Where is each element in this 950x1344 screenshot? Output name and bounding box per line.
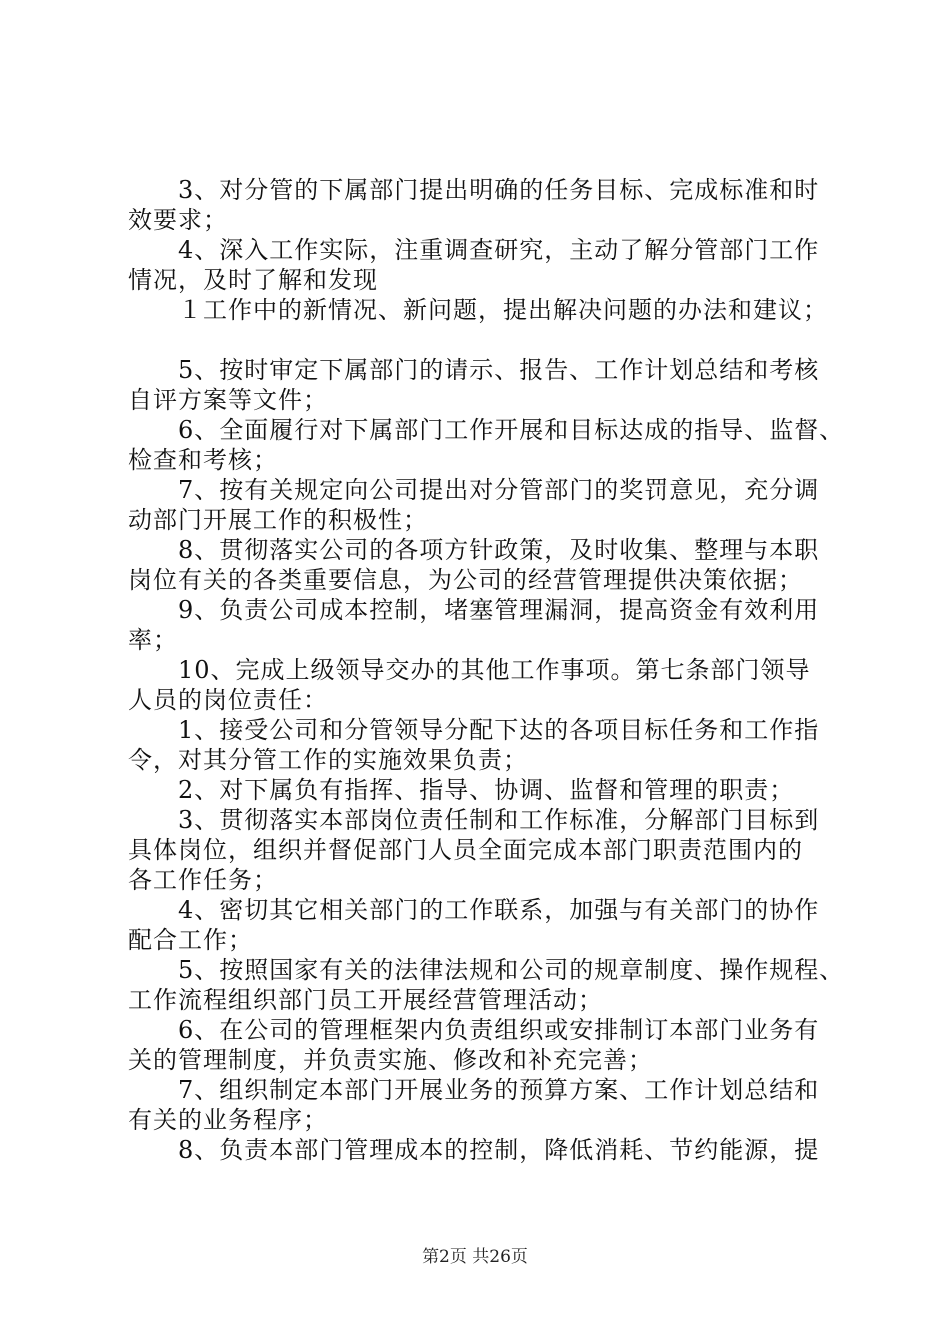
text-line: 有关的业务程序；: [128, 1106, 328, 1134]
text-line: 关的管理制度，并负责实施、修改和补充完善；: [128, 1046, 653, 1074]
text-line: 6、全面履行对下属部门工作开展和目标达成的指导、监督、: [128, 416, 845, 444]
text-line: 9、负责公司成本控制，堵塞管理漏洞，提高资金有效利用: [128, 596, 820, 624]
text-line: 检查和考核；: [128, 446, 278, 474]
text-line: 3、贯彻落实本部岗位责任制和工作标准，分解部门目标到: [128, 806, 820, 834]
text-line: １工作中的新情况、新问题，提出解决问题的办法和建议；: [128, 296, 828, 324]
text-line: 人员的岗位责任：: [128, 686, 328, 714]
text-line: 1、接受公司和分管领导分配下达的各项目标任务和工作指: [128, 716, 820, 744]
text-line: 自评方案等文件；: [128, 386, 328, 414]
body-text: [128, 175, 845, 1165]
text-line: 6、在公司的管理框架内负责组织或安排制订本部门业务有: [128, 1016, 820, 1044]
text-line: 2、对下属负有指挥、指导、协调、监督和管理的职责；: [128, 776, 795, 804]
text-line: 岗位有关的各类重要信息，为公司的经营管理提供决策依据；: [128, 566, 803, 594]
text-line: 动部门开展工作的积极性；: [128, 506, 428, 534]
text-line: 10、完成上级领导交办的其他工作事项。第七条部门领导: [128, 656, 811, 684]
blank-line: [128, 325, 828, 355]
text-line: 7、组织制定本部门开展业务的预算方案、工作计划总结和: [128, 1076, 820, 1104]
text-line: 率；: [128, 626, 178, 654]
text-line: 5、按照国家有关的法律法规和公司的规章制度、操作规程、: [128, 956, 845, 984]
text-line: 具体岗位，组织并督促部门人员全面完成本部门职责范围内的: [128, 836, 803, 864]
text-line: 效要求；: [128, 206, 228, 234]
text-line: 7、按有关规定向公司提出对分管部门的奖罚意见，充分调: [128, 476, 820, 504]
text-line: 4、密切其它相关部门的工作联系，加强与有关部门的协作: [128, 896, 820, 924]
page-number-footer: 第2页 共26页: [422, 1247, 528, 1267]
text-line: 5、按时审定下属部门的请示、报告、工作计划总结和考核: [128, 356, 820, 384]
text-line: 情况，及时了解和发现: [128, 266, 378, 294]
text-line: 各工作任务；: [128, 866, 278, 894]
text-line: 令，对其分管工作的实施效果负责；: [128, 746, 528, 774]
text-line: 4、深入工作实际，注重调查研究，主动了解分管部门工作: [128, 236, 820, 264]
text-line: 3、对分管的下属部门提出明确的任务目标、完成标准和时: [128, 176, 820, 204]
text-line: 8、贯彻落实公司的各项方针政策，及时收集、整理与本职: [128, 536, 820, 564]
text-line: 配合工作；: [128, 926, 253, 954]
text-line: 工作流程组织部门员工开展经营管理活动；: [128, 986, 603, 1014]
text-line: 8、负责本部门管理成本的控制，降低消耗、节约能源，提: [128, 1136, 820, 1164]
